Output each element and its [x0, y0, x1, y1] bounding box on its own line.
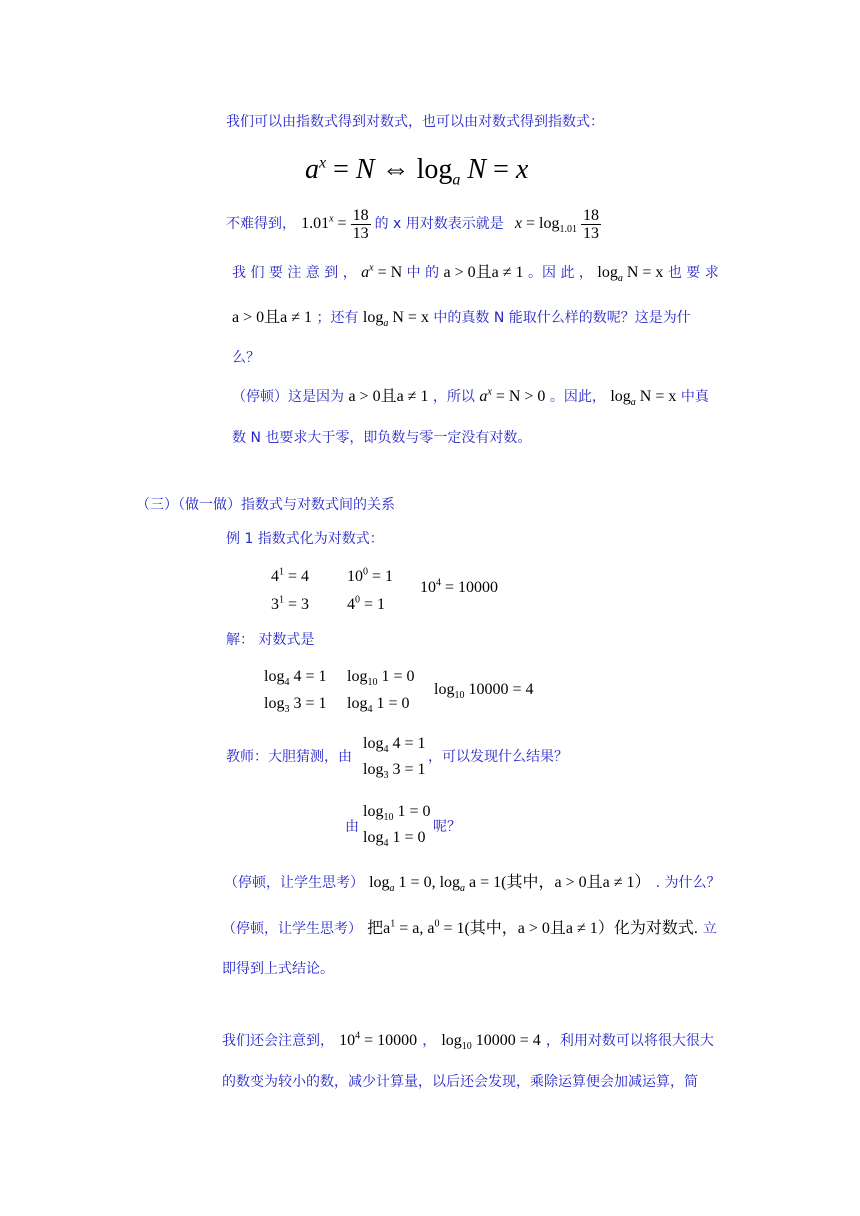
exp-row: $3^1 = 3$ — [271, 594, 310, 613]
main-formula: $a^x = N$ ⇔ $\log_a N = x$ — [305, 154, 529, 189]
guess-row: $\log_4 4 = 1$ — [363, 735, 426, 756]
para2-line1: （停顿）这是因为 a > 0且a ≠ 1 ，所以 $a^x = N > 0$ 。因此， $\log_a N = x$ 中真 — [232, 386, 709, 409]
exp-row: $10^4 = 10000$ — [420, 577, 499, 596]
guess-row: $\log_4 1 = 0$ — [363, 829, 426, 850]
guess-row: $\log_{10} 1 = 0$ — [363, 803, 431, 824]
example-log: $x = \log_{1.01}$ $\frac{18}{13}$ — [514, 207, 599, 242]
pause2-line1: （停顿，让学生思考） 把$a^1 = a$, $a^0 = 1$(其中，a > 0且a ≠ 1）化为对数式. 立 — [222, 918, 717, 937]
teacher-question: ，可以发现什么结果？ — [428, 749, 568, 765]
section-heading: （三）（做一做）指数式与对数式间的关系 — [136, 497, 395, 513]
para3-line2: 的数变为较小的数，减少计算量，以后还会发现，乘除运算便会加减运算，简 — [222, 1074, 698, 1090]
solution-label: 解： 对数式是 — [226, 632, 315, 648]
para1-line2: a > 0且a ≠ 1 ；还有 $\log_a N = x$ 中的真数 N 能取什么样的数呢？这是为什 — [232, 309, 691, 330]
example1-title: 例 1 指数式化为对数式： — [226, 531, 384, 547]
para1-line3: 么？ — [232, 350, 260, 366]
log-row: $\log_{10} 1 = 0$ — [347, 668, 415, 689]
teacher-prompt: 教师：大胆猜测，由 — [226, 749, 352, 765]
exp-row: $4^1 = 4$ — [271, 566, 310, 585]
para1-line1: 我 们 要 注 意 到 ， $a^x = N$ 中 的 a > 0且a ≠ 1 。因 此 ， $\log_a N = x$ 也 要 求 — [232, 262, 719, 285]
intro-text: 我们可以由指数式得到对数式，也可以由对数式得到指数式： — [226, 114, 604, 130]
log-row: $\log_{10} 10000 = 4$ — [434, 681, 534, 702]
pause1-line: （停顿，让学生思考） $\log_a 1 = 0$, $\log_a a = 1$(其中，a > 0且a ≠ 1） . 为什么？ — [224, 874, 721, 895]
log-row: $\log_4 1 = 0$ — [347, 695, 410, 716]
teacher-you: 由 — [345, 819, 359, 835]
example-equation: 1.01$^x$ = $\frac{18}{13}$ — [301, 207, 369, 242]
exp-row: $10^0 = 1$ — [347, 566, 394, 585]
exp-row: $4^0 = 1$ — [347, 594, 386, 613]
guess-row: $\log_3 3 = 1$ — [363, 761, 426, 782]
teacher-ne: 呢？ — [433, 819, 461, 835]
log-row: $\log_3 3 = 1$ — [264, 695, 327, 716]
para3-line1: 我们还会注意到， $10^4 = 10000$ ， $\log_{10} 10000 = 4$ ，利用对数可以将很大很大 — [222, 1030, 714, 1053]
para2-line2: 数 N 也要求大于零，即负数与零一定没有对数。 — [232, 430, 532, 446]
example-line: 不难得到， 1.01$^x$ = $\frac{18}{13}$ 的 x 用对数表示就是 $x = \log_{1.01}$ $\frac{18}{13}$ — [226, 207, 599, 242]
log-row: $\log_4 4 = 1$ — [264, 668, 327, 689]
pause2-line2: 即得到上式结论。 — [222, 961, 334, 977]
